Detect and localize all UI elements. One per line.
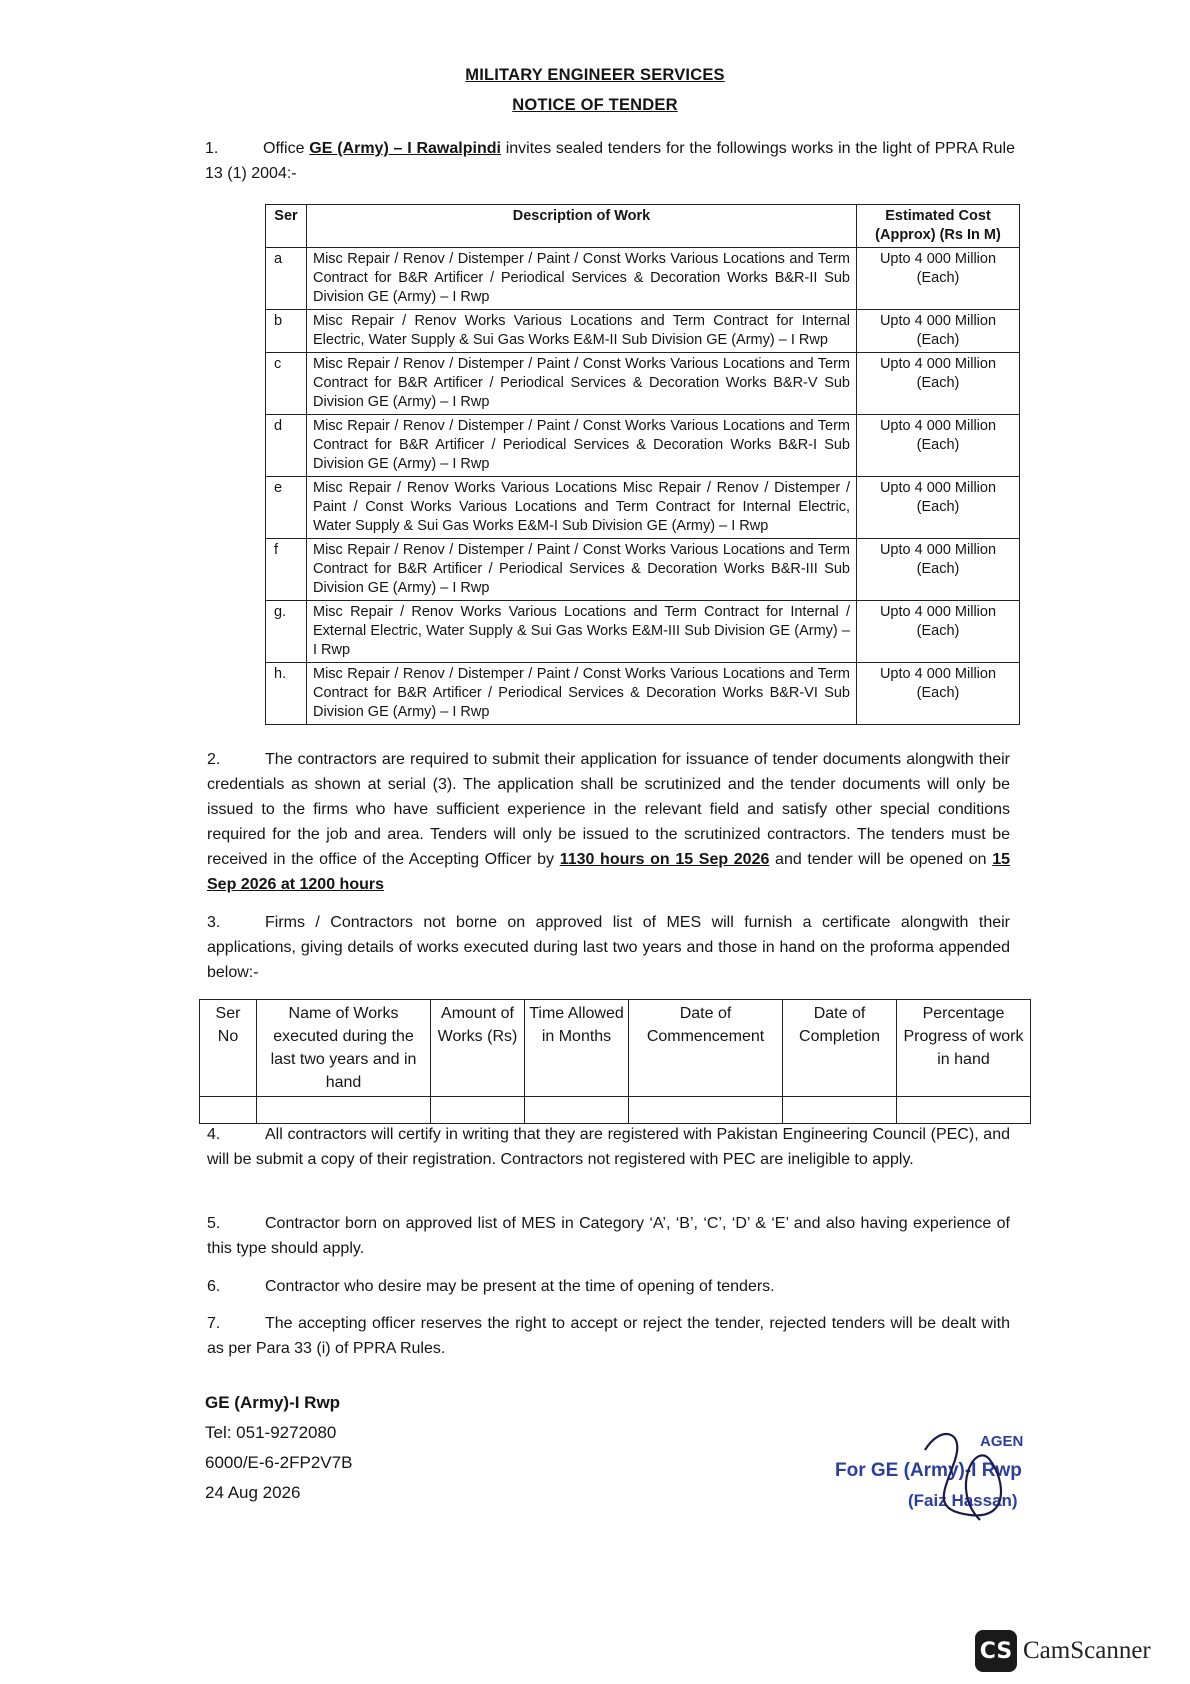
paragraph-text: Firms / Contractors not borne on approved list of MES will furnish a certificate alongwith their applications, giving details of works executed during last two years and those in hand on the proforma appended below:- [207, 914, 1010, 981]
row-ser: d [266, 415, 307, 477]
paragraph-text: Office [263, 140, 310, 157]
row-cost: Upto 4 000 Million (Each) [857, 477, 1020, 539]
empty-cell [431, 1097, 525, 1124]
paragraph-1 [205, 136, 1015, 186]
row-description: Misc Repair / Renov / Distemper / Paint / Const Works Various Locations and Term Contract for B&R Artificer / Periodical Services & Decoration Works B&R-I Sub Division GE (Army) – I Rwp [307, 415, 857, 477]
row-ser: b [266, 310, 307, 353]
row-ser: e [266, 477, 307, 539]
signatory-tel: Tel: 051-9272080 [205, 1423, 337, 1442]
paragraph-6 [207, 1274, 1010, 1299]
paragraph-text: Contractor born on approved list of MES in Category ‘A’, ‘B’, ‘C’, ‘D’ & ‘E’ and also having experience of this type should apply. [207, 1215, 1010, 1257]
camscanner-logo-icon: CS [975, 1630, 1017, 1672]
signature-stamp [830, 1420, 1040, 1530]
paragraph-7 [207, 1311, 1010, 1361]
works-table [265, 204, 1020, 725]
column-header-amount: Amount of Works (Rs) [431, 1000, 525, 1097]
org-heading: MILITARY ENGINEER SERVICES [465, 66, 725, 84]
table-row [266, 601, 1020, 663]
row-cost: Upto 4 000 Million (Each) [857, 601, 1020, 663]
column-header-completion: Date of Completion [783, 1000, 897, 1097]
row-cost: Upto 4 000 Million (Each) [857, 663, 1020, 725]
row-ser: c [266, 353, 307, 415]
row-ser: a [266, 248, 307, 310]
empty-cell [629, 1097, 783, 1124]
empty-cell [783, 1097, 897, 1124]
row-description: Misc Repair / Renov / Distemper / Paint / Const Works Various Locations and Term Contract for B&R Artificer / Periodical Services & Decoration Works B&R-III Sub Division GE (Army) – I Rwp [307, 539, 857, 601]
stamp-line-2: For GE (Army)-I Rwp [835, 1460, 1022, 1481]
row-description: Misc Repair / Renov / Distemper / Paint / Const Works Various Locations and Term Contract for B&R Artificer / Periodical Services & Decoration Works B&R-II Sub Division GE (Army) – I Rwp [307, 248, 857, 310]
column-header-name-of-works: Name of Works executed during the last two years and in hand [257, 1000, 431, 1097]
table-row [266, 310, 1020, 353]
camscanner-brand: CamScanner [1023, 1637, 1151, 1664]
office-name: GE (Army) – I Rawalpindi [309, 140, 501, 157]
column-header-ser-no: Ser No [200, 1000, 257, 1097]
row-ser: f [266, 539, 307, 601]
row-description: Misc Repair / Renov / Distemper / Paint / Const Works Various Locations and Term Contract for B&R Artificer / Periodical Services & Decoration Works B&R-VI Sub Division GE (Army) – I Rwp [307, 663, 857, 725]
proforma-table [199, 999, 1031, 1124]
paragraph-text: Contractor who desire may be present at the time of opening of tenders. [265, 1278, 775, 1295]
column-header-description: Description of Work [307, 205, 857, 248]
row-cost: Upto 4 000 Million (Each) [857, 248, 1020, 310]
row-ser: g. [266, 601, 307, 663]
row-description: Misc Repair / Renov Works Various Locations and Term Contract for Internal / External Electric, Water Supply & Sui Gas Works E&M-III Sub Division GE (Army) – I Rwp [307, 601, 857, 663]
column-header-progress: Percentage Progress of work in hand [897, 1000, 1031, 1097]
column-header-ser: Ser [266, 205, 307, 248]
empty-cell [897, 1097, 1031, 1124]
submission-deadline: 1130 hours on 15 Sep 2026 [559, 851, 770, 868]
empty-cell [525, 1097, 629, 1124]
stamp-line-1: AGEN [980, 1433, 1024, 1450]
paragraph-text: and tender will be opened on [769, 851, 993, 868]
paragraph-number: 5. [207, 1215, 221, 1232]
paragraph-number: 4. [207, 1126, 221, 1143]
table-row [266, 353, 1020, 415]
signatory-title: GE (Army)-I Rwp [205, 1393, 341, 1412]
empty-cell [200, 1097, 257, 1124]
paragraph-number: 7. [207, 1315, 221, 1332]
paragraph-text: invites sealed tenders for the followings works in the light of PPRA Rule 13 (1) 2004:- [205, 140, 1015, 182]
paragraph-2 [207, 747, 1010, 897]
row-ser: h. [266, 663, 307, 725]
table-row [266, 663, 1020, 725]
notice-title: NOTICE OF TENDER [512, 96, 678, 114]
paragraph-number: 2. [207, 751, 221, 768]
paragraph-3 [207, 910, 1010, 985]
table-row [266, 539, 1020, 601]
row-description: Misc Repair / Renov Works Various Locations Misc Repair / Renov / Distemper / Paint / Const Works Various Locations and Term Contract for Internal Electric, Water Supply & Sui Gas Works E&M-I Sub Division GE (Army) – I Rwp [307, 477, 857, 539]
table-row [266, 415, 1020, 477]
paragraph-number: 3. [207, 914, 221, 931]
table-row [266, 477, 1020, 539]
empty-cell [257, 1097, 431, 1124]
camscanner-watermark [975, 1630, 1151, 1672]
row-cost: Upto 4 000 Million (Each) [857, 353, 1020, 415]
table-row [266, 248, 1020, 310]
opening-date: 15 Sep 2026 at 1200 hours [207, 851, 1011, 893]
table-header-row [266, 205, 1020, 248]
column-header-commencement: Date of Commencement [629, 1000, 783, 1097]
paragraph-5 [207, 1211, 1010, 1261]
stamp-line-3: (Faiz Hassan) [908, 1491, 1018, 1510]
paragraph-text: The contractors are required to submit their application for issuance of tender documents alongwith their credentials as shown at serial (3). The application shall be scrutinized and the tender documents will only be issued to the firms who have sufficient experience in the relevant field and satisfy other special conditions required for the job and area. Tenders will only be issued to the scrutinized contractors. The tenders must be received in the office of the Accepting Officer by [207, 751, 1010, 868]
paragraph-text: All contractors will certify in writing that they are registered with Pakistan Engineering Council (PEC), and will be submit a copy of their registration. Contractors not registered with PEC are ineligible to apply. [207, 1126, 1010, 1168]
row-cost: Upto 4 000 Million (Each) [857, 415, 1020, 477]
column-header-cost: Estimated Cost (Approx) (Rs In M) [857, 205, 1020, 248]
table-header-row [200, 1000, 1031, 1097]
row-cost: Upto 4 000 Million (Each) [857, 539, 1020, 601]
row-cost: Upto 4 000 Million (Each) [857, 310, 1020, 353]
paragraph-4 [207, 1122, 1010, 1172]
table-row [200, 1097, 1031, 1124]
row-description: Misc Repair / Renov Works Various Locations and Term Contract for Internal Electric, Water Supply & Sui Gas Works E&M-II Sub Division GE (Army) – I Rwp [307, 310, 857, 353]
reference-number: 6000/E-6-2FP2V7B [205, 1453, 353, 1472]
notice-date: 24 Aug 2026 [205, 1483, 301, 1502]
paragraph-number: 6. [207, 1278, 221, 1295]
column-header-time-allowed: Time Allowed in Months [525, 1000, 629, 1097]
row-description: Misc Repair / Renov / Distemper / Paint / Const Works Various Locations and Term Contract for B&R Artificer / Periodical Services & Decoration Works B&R-V Sub Division GE (Army) – I Rwp [307, 353, 857, 415]
paragraph-number: 1. [205, 140, 219, 157]
signature-block [205, 1388, 352, 1508]
paragraph-text: The accepting officer reserves the right to accept or reject the tender, rejected tenders will be dealt with as per Para 33 (i) of PPRA Rules. [207, 1315, 1010, 1357]
